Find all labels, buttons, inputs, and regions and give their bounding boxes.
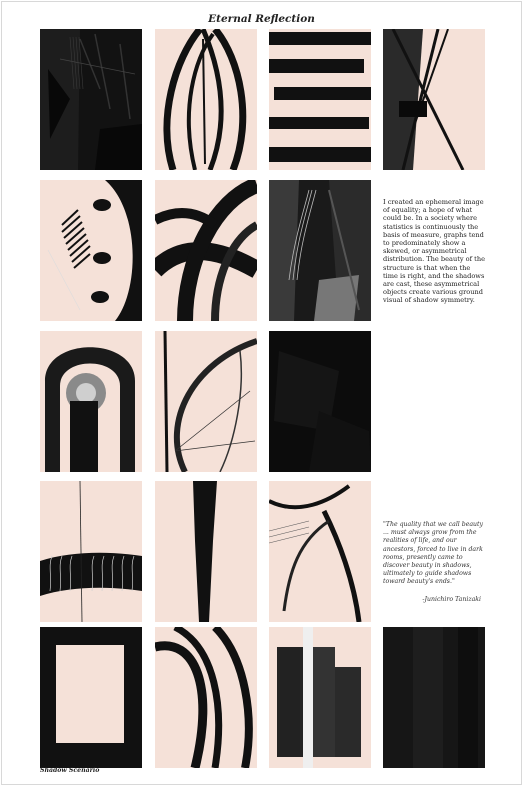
artwork-tile-r5c1 <box>40 627 142 768</box>
artwork-tile-r3c1 <box>40 331 142 472</box>
artwork-tile-r1c4 <box>383 29 485 170</box>
artwork-tile-r3c3 <box>269 331 371 472</box>
artwork-tile-r1c3 <box>269 29 371 170</box>
artwork-tile-r2c2 <box>155 180 257 321</box>
poster-page <box>1 1 522 785</box>
page-title: Eternal Reflection <box>208 13 315 25</box>
artwork-tile-r1c1 <box>40 29 142 170</box>
artwork-tile-r5c4 <box>383 627 485 768</box>
artwork-tile-r4c2 <box>155 481 257 622</box>
artwork-tile-r4c3 <box>269 481 371 622</box>
quote-author: -Junichiro Tanizaki <box>422 595 481 603</box>
artwork-tile-r5c2 <box>155 627 257 768</box>
artwork-tile-r2c1 <box>40 180 142 321</box>
quote-text: "The quality that we call beauty ... must always grow from the realities of life, and our ancestors, forced to live in dark rooms, presently came to discover beauty in shadows, ultimately to guide shadows toward beauty's ends." <box>383 521 484 586</box>
tanizaki-quote <box>383 521 487 604</box>
artwork-tile-r1c2 <box>155 29 257 170</box>
artwork-tile-r2c3 <box>269 180 371 321</box>
footer-caption: Shadow Scenario <box>40 767 100 774</box>
artwork-tile-r5c3 <box>269 627 371 768</box>
artist-statement: I created an ephemeral image of equality; a hope of what could be. In a society where statistics is continuously the basis of measure, graphs tend to predominately show a skewed, or asymmetrical distribution. The beauty of the structure is that when the time is right, and the shadows are cast, these asymmetrical objects create various ground visual of shadow symmetry. <box>383 198 485 305</box>
artwork-tile-r3c2 <box>155 331 257 472</box>
artwork-tile-r4c1 <box>40 481 142 622</box>
